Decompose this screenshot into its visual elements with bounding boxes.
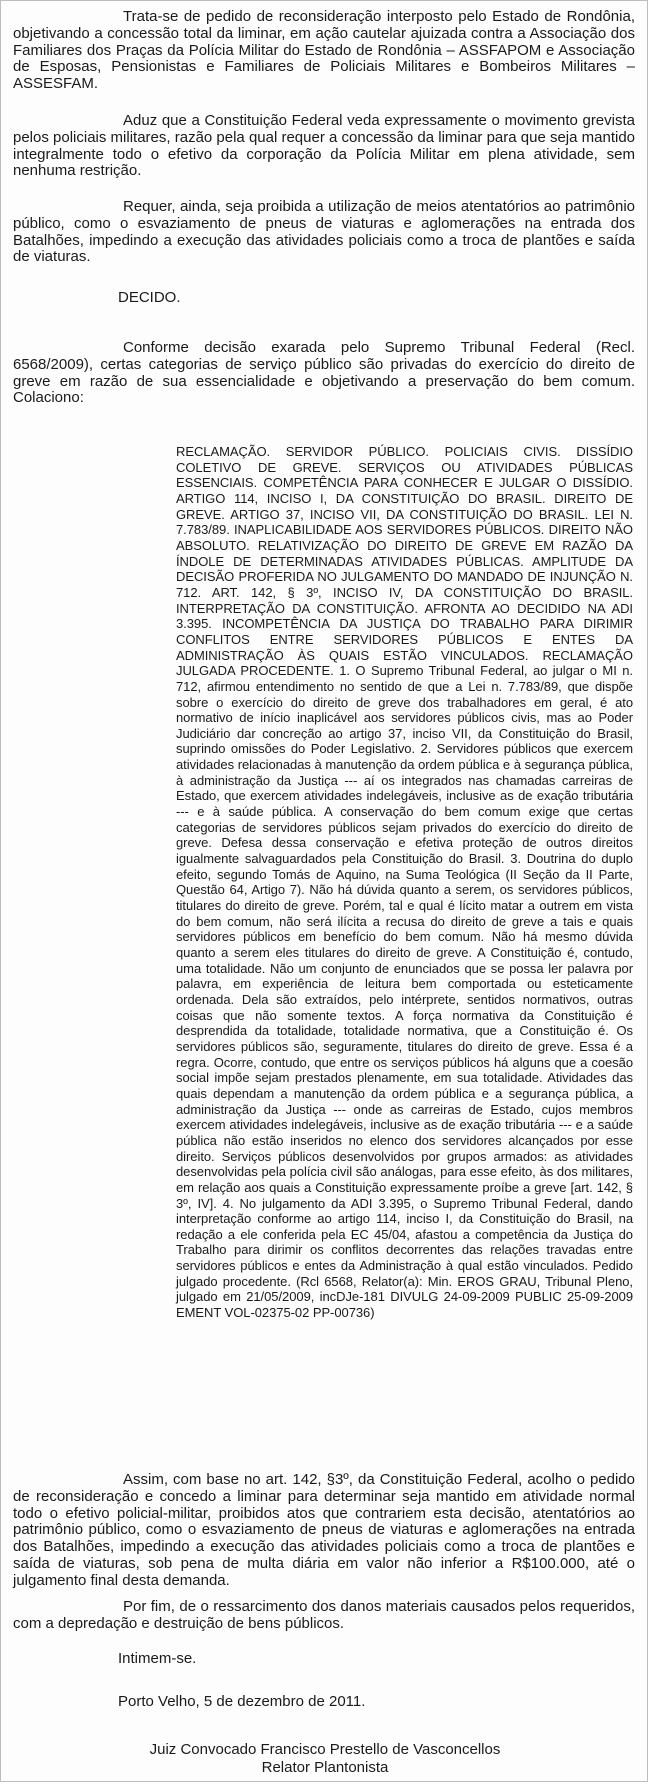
place-and-date: Porto Velho, 5 de dezembro de 2011. [118,1693,366,1710]
paragraph-decision: Assim, com base no art. 142, §3º, da Constituição Federal, acolho o pedido de reconsideração e concedo a liminar para determinar seja mantido em atividade normal todo o efetivo policial-militar, proibidos atos que contrariem esta decisão, atentatórios ao patrimônio público, como o esvaziamento de pneus de viaturas e aglomerações na entrada dos Batalhões, impedindo a execução das atividades policiais como a troca de plantões e saída de viaturas, sob pena de multa diária em valor não inferior a R$100.000, até o julgamento final desta demanda. [13,1471,635,1589]
decision-heading: DECIDO. [118,289,181,306]
signer-role: Relator Plantonista [261,1759,389,1776]
signer-name: Juiz Convocado Francisco Prestello de Vasconcellos [149,1741,501,1758]
quoted-jurisprudence: RECLAMAÇÃO. SERVIDOR PÚBLICO. POLICIAIS CIVIS. DISSÍDIO COLETIVO DE GREVE. SERVIÇOS OU ATIVIDADES PÚBLICAS ESSENCIAIS. COMPETÊNCIA PARA CONHECER E JULGAR O DISSÍDIO. ARTIGO 114, INCISO I, DA CONSTITUIÇÃO DO BRASIL. DIREITO DE GREVE. ARTIGO 37, INCISO VII, DA CONSTITUIÇÃO DO BRASIL. LEI N. 7.783/89. INAPLICABILIDADE AOS SERVIDORES PÚBLICOS. DIREITO NÃO ABSOLUTO. RELATIVIZAÇÃO DO DIREITO DE GREVE EM RAZÃO DA ÍNDOLE DE DETERMINADAS ATIVIDADES PÚBLICAS. AMPLITUDE DA DECISÃO PROFERIDA NO JULGAMENTO DO MANDADO DE INJUNÇÃO N. 712. ART. 142, § 3º, INCISO IV, DA CONSTITUIÇÃO DO BRASIL. INTERPRETAÇÃO DA CONSTITUIÇÃO. AFRONTA AO DECIDIDO NA ADI 3.395. INCOMPETÊNCIA DA JUSTIÇA DO TRABALHO PARA DIRIMIR CONFLITOS ENTRE SERVIDORES PÚBLICOS E ENTES DA ADMINISTRAÇÃO ÀS QUAIS ESTÃO VINCULADOS. RECLAMAÇÃO JULGADA PROCEDENTE. 1. O Supremo Tribunal Federal, ao julgar o MI n. 712, afirmou entendimento no sentido de que a Lei n. 7.783/89, que dispõe sobre o exercício do direito de greve dos trabalhadores em geral, é ato normativo de início inaplicável aos servidores públicos civis, mas ao Poder Judiciário dar concreção ao artigo 37, inciso VII, da Constituição do Brasil, suprindo omissões do Poder Legislativo. 2. Servidores públicos que exercem atividades relacionadas à manutenção da ordem pública e à segurança pública, à administração da Justiça --- aí os integrados nas chamadas carreiras de Estado, que exercem atividades indelegáveis, inclusive as de exação tributária --- e à saúde pública. A conservação do bem comum exige que certas categorias de servidores públicos sejam privados do exercício do direito de greve. Defesa dessa conservação e efetiva proteção de outros direitos igualmente salvaguardados pela Constituição do Brasil. 3. Doutrina do duplo efeito, segundo Tomás de Aquino, na Suma Teológica (II Seção da II Parte, Questão 64, Artigo 7). Não há dúvida quanto a serem, os servidores públicos, titulares do direito de greve. Porém, tal e qual é lícito matar a outrem em vista do bem comum, não será ilícita a recusa do direito de greve a tais e quais servidores públicos em benefício do bem comum. Não há mesmo dúvida quanto a serem eles titulares do direito de greve. A Constituição é, contudo, uma totalidade. Não um conjunto de enunciados que se possa ler palavra por palavra, em experiência de leitura bem comportada ou esteticamente ordenada. Dela são extraídos, pelo intérprete, sentidos normativos, outras coisas que não somente textos. A força normativa da Constituição é desprendida da totalidade, totalidade normativa, que a Constituição é. Os servidores públicos são, seguramente, titulares do direito de greve. Essa é a regra. Ocorre, contudo, que entre os serviços públicos há alguns que a coesão social impõe sejam prestados plenamente, em sua totalidade. Atividades das quais dependam a manutenção da ordem pública e a segurança pública, a administração da Justiça --- onde as carreiras de Estado, cujos membros exercem atividades indelegáveis, inclusive as de exação tributária --- e a saúde pública não estão inseridos no elenco dos servidores alcançados por esse direito. Serviços públicos desenvolvidos por grupos armados: as atividades desenvolvidas pela polícia civil são análogas, para esse efeito, às dos militares, em relação aos quais a Constituição expressamente proíbe a greve [art. 142, § 3º, IV]. 4. No julgamento da ADI 3.395, o Supremo Tribunal Federal, dando interpretação conforme ao artigo 114, inciso I, da Constituição do Brasil, na redação a ele conferida pela EC 45/04, afastou a competência da Justiça do Trabalho para dirimir os conflitos decorrentes das relações travadas entre servidores públicos e entes da Administração à qual estão vinculados. Pedido julgado procedente. (Rcl 6568, Relator(a): Min. EROS GRAU, Tribunal Pleno, julgado em 21/05/2009, incDJe-181 DIVULG 24-09-2009 PUBLIC 25-09-2009 EMENT VOL-02375-02 PP-00736) [176,444,633,1321]
paragraph-additional-request: Requer, ainda, seja proibida a utilização de meios atentatórios ao patrimônio público, como o esvaziamento de pneus de viaturas e aglomerações na entrada dos Batalhões, impedindo a execução das atividades policiais como a troca de plantões e saída de viaturas. [13,198,635,266]
paragraph-stf-reference: Conforme decisão exarada pelo Supremo Tribunal Federal (Recl. 6568/2009), certas categorias de serviço público são privadas do exercício do direito de greve em razão de sua essencialidade e objetivando a preservação do bem comum. Colaciono: [13,339,635,407]
intimation-line: Intimem-se. [118,1650,197,1667]
paragraph-constitution-argument: Aduz que a Constituição Federal veda expressamente o movimento grevista pelos policiais militares, razão pela qual requer a concessão da liminar para que seja mantido integralmente todo o efetivo da corporação da Polícia Militar em plena atividade, sem nenhuma restrição. [13,112,636,180]
paragraph-damages: Por fim, de o ressarcimento dos danos materiais causados pelos requeridos, com a depredação e destruição de bens públicos. [13,1598,635,1632]
paragraph-request-summary: Trata-se de pedido de reconsideração interposto pelo Estado de Rondônia, objetivando a concessão total da liminar, em ação cautelar ajuizada contra a Associação dos Familiares dos Praças da Polícia Militar do Estado de Rondônia – ASSFAPOM e Associação de Esposas, Pensionistas e Familiares de Policiais Militares e Bombeiros Militares – ASSESFAM. [13,8,635,93]
